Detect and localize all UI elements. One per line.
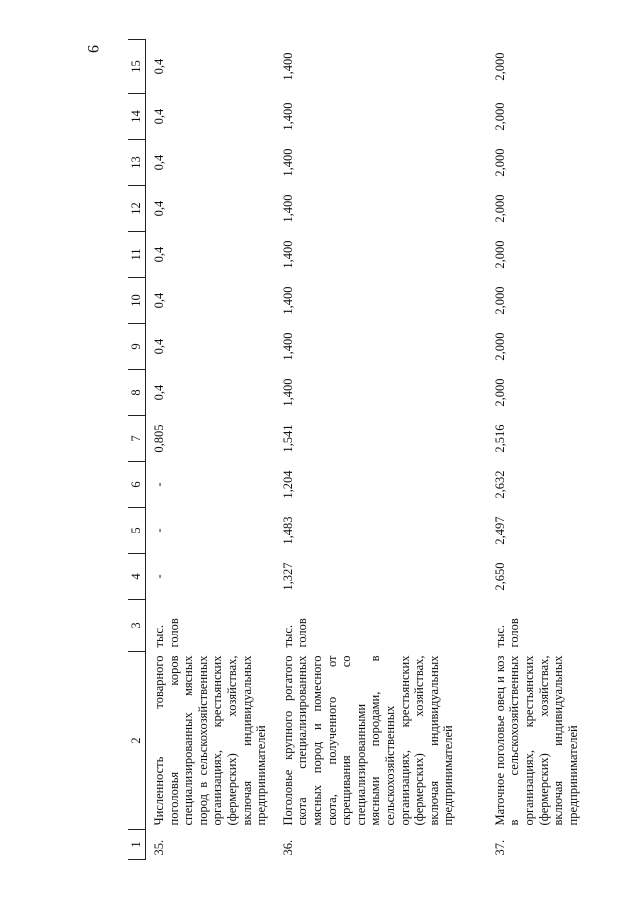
col-header: 14 [128, 94, 146, 140]
value-cell: - [152, 574, 166, 579]
value-cell: 1,541 [280, 424, 295, 453]
value-cell: 2,000 [492, 148, 507, 177]
page-number: 9 [84, 45, 101, 53]
row-number: 36. [280, 839, 295, 856]
value-cell: 1,483 [280, 516, 295, 545]
value-cell: 0,4 [152, 58, 166, 75]
value-cell: 0,4 [152, 200, 166, 217]
value-cell: 1,400 [280, 52, 295, 81]
table-row [487, 40, 639, 860]
value-cell: 2,000 [492, 194, 507, 223]
value-cell: 2,000 [492, 332, 507, 361]
col-header: 2 [128, 652, 146, 830]
value-cell: - [152, 528, 166, 533]
value-cell: 1,400 [280, 148, 295, 177]
rotated-table-container [128, 40, 639, 860]
value-cell: 0,4 [152, 384, 166, 401]
col-header: 7 [128, 416, 146, 462]
unit-cell: тыс. голов [492, 618, 522, 648]
value-cell: 2,000 [492, 52, 507, 81]
value-cell: 1,400 [280, 194, 295, 223]
value-cell: 1,400 [280, 378, 295, 407]
indicator-table [128, 39, 639, 860]
value-cell: - [152, 482, 166, 487]
value-cell: 0,4 [152, 338, 166, 355]
col-header: 8 [128, 370, 146, 416]
value-cell: 0,4 [152, 292, 166, 309]
value-cell: 2,497 [492, 516, 507, 545]
value-cell: 1,327 [280, 562, 295, 591]
unit-cell: тыс. голов [280, 618, 310, 648]
value-cell: 2,650 [492, 562, 507, 591]
col-header: 10 [128, 278, 146, 324]
value-cell: 0,4 [152, 108, 166, 125]
value-cell: 2,632 [492, 470, 507, 499]
col-header: 15 [128, 40, 146, 94]
unit-cell: тыс. голов [152, 618, 181, 648]
value-cell: 1,400 [280, 332, 295, 361]
value-cell: 2,000 [492, 378, 507, 407]
value-cell: 2,000 [492, 240, 507, 269]
value-cell: 1,204 [280, 470, 295, 499]
value-cell: 2,000 [492, 286, 507, 315]
value-cell: 1,400 [280, 102, 295, 131]
row-number: 35. [152, 839, 166, 856]
value-cell: 0,4 [152, 154, 166, 171]
indicator-name: Поголовье крупного рогатого скота специализированных мясных пород и помесного скота, полученного от скрещивания со специализированными мясными породами, в сельскохозяйственных организациях, крестьянских (фермерских) хозяйствах, включая индивидуальных предпринимателей [280, 655, 456, 826]
indicator-name: Численность товарного поголовья коров специализированных мясных пород в сельскохозяйственных организациях, крестьянских (фермерских) хозяйствах, включая индивидуальных предпринимателей [152, 655, 269, 826]
header-row [128, 40, 146, 860]
col-header: 1 [128, 830, 146, 860]
value-cell: 0,4 [152, 246, 166, 263]
value-cell: 2,000 [492, 102, 507, 131]
col-header: 9 [128, 324, 146, 370]
col-header: 13 [128, 140, 146, 186]
col-header: 6 [128, 462, 146, 508]
value-cell: 1,400 [280, 240, 295, 269]
value-cell: 1,400 [280, 286, 295, 315]
table-row [275, 40, 487, 860]
value-cell: 0,805 [152, 424, 166, 453]
col-header: 3 [128, 600, 146, 652]
table-row [146, 40, 275, 860]
col-header: 12 [128, 186, 146, 232]
indicator-name: Маточное поголовье овец и коз в сельскохозяйственных организациях, крестьянских (фермерских) хозяйствах, включая индивидуальных предпринимателей [492, 655, 580, 826]
col-header: 5 [128, 508, 146, 554]
row-number: 37. [492, 839, 507, 856]
value-cell: 2,516 [492, 424, 507, 453]
col-header: 4 [128, 554, 146, 600]
col-header: 11 [128, 232, 146, 278]
